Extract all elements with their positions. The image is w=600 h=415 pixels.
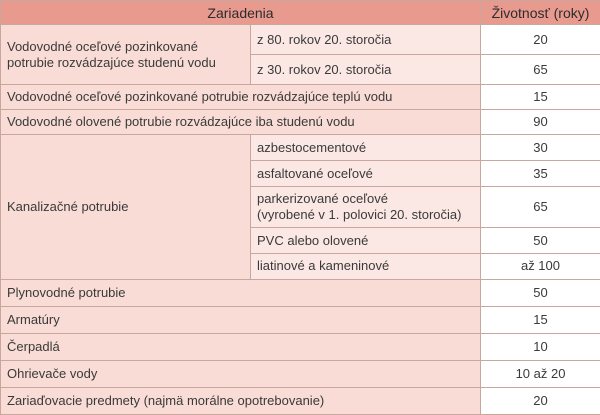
table-row bbox=[1, 306, 600, 333]
row-value: 10 až 20 bbox=[481, 360, 600, 387]
row-value: 15 bbox=[481, 306, 600, 333]
row-value: 35 bbox=[481, 161, 600, 187]
row-subitem: azbestocementové bbox=[251, 135, 481, 161]
row-item: Čerpadlá bbox=[1, 333, 481, 360]
row-value: 10 bbox=[481, 333, 600, 360]
row-subitem: asfaltované oceľové bbox=[251, 161, 481, 187]
row-subitem: liatinové a kameninové bbox=[251, 253, 481, 279]
table-row bbox=[1, 360, 600, 387]
row-item: Vodovodné olovené potrubie rozvádzajúce iba studenú vodu bbox=[1, 110, 481, 135]
header-row bbox=[1, 1, 600, 25]
table-row bbox=[1, 135, 600, 161]
row-value: 65 bbox=[481, 187, 600, 228]
table-row bbox=[1, 279, 600, 306]
row-value: 50 bbox=[481, 228, 600, 254]
row-value: 65 bbox=[481, 55, 600, 85]
row-subitem-line2: (vyrobené v 1. polovici 20. storočia) bbox=[257, 207, 462, 223]
table-row bbox=[1, 387, 600, 414]
row-subitem: z 80. rokov 20. storočia bbox=[251, 25, 481, 55]
row-value: 50 bbox=[481, 279, 600, 306]
row-subitem: z 30. rokov 20. storočia bbox=[251, 55, 481, 85]
header-items: Zariadenia bbox=[1, 1, 481, 25]
row-item: Vodovodné oceľové pozinkované potrubie rozvádzajúce studenú vodu bbox=[1, 25, 251, 85]
row-value: 20 bbox=[481, 25, 600, 55]
row-subitem bbox=[251, 187, 481, 228]
table-row bbox=[1, 333, 600, 360]
row-value: 20 bbox=[481, 387, 600, 414]
row-value: až 100 bbox=[481, 253, 600, 279]
table-row bbox=[1, 110, 600, 135]
row-value: 15 bbox=[481, 85, 600, 110]
row-item: Kanalizačné potrubie bbox=[1, 135, 251, 280]
row-subitem: PVC alebo olovené bbox=[251, 228, 481, 254]
row-item: Vodovodné oceľové pozinkované potrubie rozvádzajúce teplú vodu bbox=[1, 85, 481, 110]
row-item: Plynovodné potrubie bbox=[1, 279, 481, 306]
table-row bbox=[1, 85, 600, 110]
row-item: Zariaďovacie predmety (najmä morálne opotrebovanie) bbox=[1, 387, 481, 414]
row-item: Armatúry bbox=[1, 306, 481, 333]
row-item: Ohrievače vody bbox=[1, 360, 481, 387]
row-value: 90 bbox=[481, 110, 600, 135]
header-lifespan: Životnosť (roky) bbox=[481, 1, 600, 25]
row-value: 30 bbox=[481, 135, 600, 161]
table-row bbox=[1, 25, 600, 55]
row-subitem-line1: parkerizované oceľové bbox=[257, 191, 388, 207]
